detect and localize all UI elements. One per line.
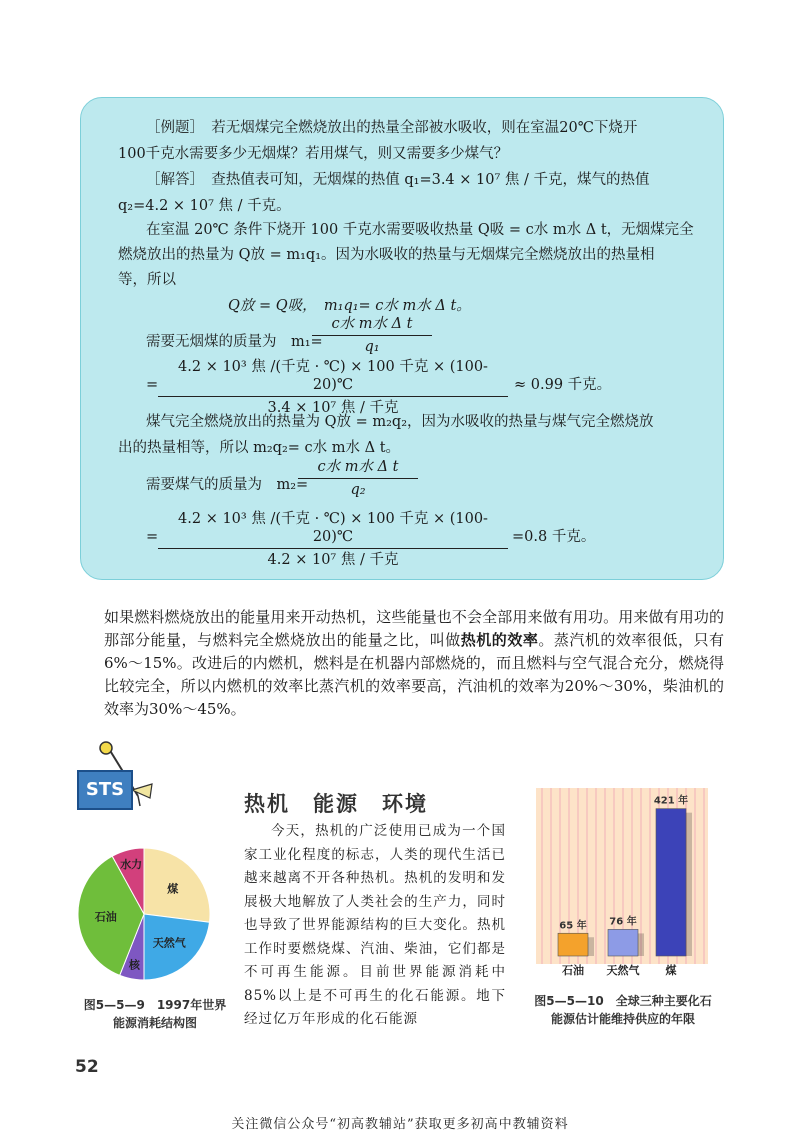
calc1-fraction <box>158 358 508 417</box>
pie-label-4: 水力 <box>120 858 143 872</box>
m2-numerator: c水 m水 Δ t <box>317 459 399 475</box>
example-answer-line5: 等，所以 <box>118 272 176 288</box>
pie-label-2: 核 <box>128 958 140 972</box>
calc2-fraction <box>158 510 508 569</box>
m2-label: 需要煤气的质量为 m₂= <box>146 477 309 493</box>
bar-shadow-2 <box>686 813 692 956</box>
example-question-line2: 100千克水需要多少无烟煤？若用煤气，则又需要多少煤气？ <box>118 146 509 162</box>
bar-caption-line2: 能源估计能维持供应的年限 <box>550 1012 695 1026</box>
calc1-numerator: 4.2 × 10³ 焦 /(千克 · ℃) × 100 千克 × (100-20)℃ <box>178 359 488 393</box>
pie-label-1: 天然气 <box>152 936 186 950</box>
bar-2 <box>656 809 686 956</box>
pie-caption-line2: 能源消耗结构图 <box>112 1016 197 1030</box>
bar-value-label-0: 65 年 <box>559 920 587 932</box>
page-number: 52 <box>75 1057 99 1077</box>
example-answer-line2: q₂=4.2 × 10⁷ 焦 / 千克。 <box>118 198 291 214</box>
example-answer-line1: ［解答］ 查热值表可知，无烟煤的热值 q₁=3.4 × 10⁷ 焦 / 千克，煤气的热值 <box>146 172 650 188</box>
fossil-fuel-years-bar-chart <box>536 788 708 988</box>
bar-category-label-1: 天然气 <box>606 964 640 977</box>
pie-chart-caption <box>70 996 240 1032</box>
m1-numerator: c水 m水 Δ t <box>331 316 413 332</box>
bar-category-label-0: 石油 <box>562 964 584 977</box>
m1-fraction <box>312 315 432 356</box>
paragraph-text-post: 。蒸汽机的效率很低，只有6%～15%。改进后的内燃机，燃料是在机器内部燃烧的，而且燃料与空气混合充分，燃烧得比较完全，所以内燃机的效率比蒸汽机的效率要高，汽油机的效率为20%～30%，柴油机的效率为30%～45%。 <box>104 631 724 718</box>
calc1-result: ≈ 0.99 千克。 <box>514 377 612 393</box>
bar-value-label-2: 421 年 <box>653 795 689 807</box>
calc2-equals: = <box>146 529 159 545</box>
bar-caption-line1: 图5—5—10 全球三种主要化石 <box>534 994 712 1008</box>
calc1-denominator: 3.4 × 10⁷ 焦 / 千克 <box>158 396 508 417</box>
bar-value-label-1: 76 年 <box>609 916 637 928</box>
example-answer-line4: 燃烧放出的热量为 Q放 = m₁q₁。因为水吸收的热量与无烟煤完全燃烧放出的热量相 <box>118 247 655 263</box>
energy-consumption-pie-chart <box>76 840 216 988</box>
equation-heat-balance-1: Q放 = Q吸， m₁q₁= c水 m水 Δ t。 <box>228 298 471 314</box>
sts-badge: STS <box>77 770 133 810</box>
m2-denominator: q₂ <box>298 478 418 499</box>
sts-text: 今天，热机的广泛使用已成为一个国家工业化程度的标志，人类的现代生活已越来越离不开各种热机。热机的发明和发展极大地解放了人类社会的生产力，同时也导致了世界能源结构的巨大变化。热机工作时要燃烧煤、汽油、柴油，它们都是不可再生能源。目前世界能源消耗中85%以上是不可再生的化石能源。地下经过亿万年形成的化石能源 <box>244 823 506 1027</box>
example-answer-line3: 在室温 20℃ 条件下烧开 100 千克水需要吸收热量 Q吸 = c水 m水 Δ t，无烟煤完全 <box>146 222 694 238</box>
m1-denominator: q₁ <box>312 335 432 356</box>
bar-0 <box>558 933 588 956</box>
pie-caption-line1: 图5—5—9 1997年世界 <box>83 998 227 1012</box>
term-heat-engine-efficiency: 热机的效率 <box>460 631 539 649</box>
m2-fraction <box>298 458 418 499</box>
paragraph-text-pre: 如果燃料燃烧放出的能量用来开动热机，这些能量也不会全部用来做有用功。用来做有用功的那部分能量，与燃料完全燃烧放出的能量之比，叫做 <box>104 608 724 649</box>
footer-note: 关注微信公众号“初高教辅站”获取更多初高中教辅资料 <box>231 1117 569 1132</box>
pie-label-3: 石油 <box>94 910 117 924</box>
calc2-denominator: 4.2 × 10⁷ 焦 / 千克 <box>158 548 508 569</box>
m1-label: 需要无烟煤的质量为 m₁= <box>146 334 323 350</box>
bar-shadow-0 <box>588 937 594 956</box>
pie-label-0: 煤 <box>167 882 179 896</box>
calc2-result: =0.8 千克。 <box>512 529 596 545</box>
example-answer-line7: 出的热量相等，所以 m₂q₂= c水 m水 Δ t。 <box>118 440 401 456</box>
sts-title: 热机 能源 环境 <box>244 792 428 816</box>
efficiency-paragraph <box>104 606 724 721</box>
bar-chart-caption <box>530 992 716 1028</box>
bar-1 <box>608 929 638 956</box>
calc1-equals: = <box>146 377 159 393</box>
example-question-line1: ［例题］ 若无烟煤完全燃烧放出的热量全部被水吸收，则在室温20℃下烧开 <box>146 120 638 136</box>
bar-category-label-2: 煤 <box>665 964 677 977</box>
example-answer-line6: 煤气完全燃烧放出的热量为 Q放 = m₂q₂，因为水吸收的热量与煤气完全燃烧放 <box>146 414 654 430</box>
bar-shadow-1 <box>638 933 644 956</box>
calc2-numerator: 4.2 × 10³ 焦 /(千克 · ℃) × 100 千克 × (100-20)℃ <box>178 511 488 545</box>
